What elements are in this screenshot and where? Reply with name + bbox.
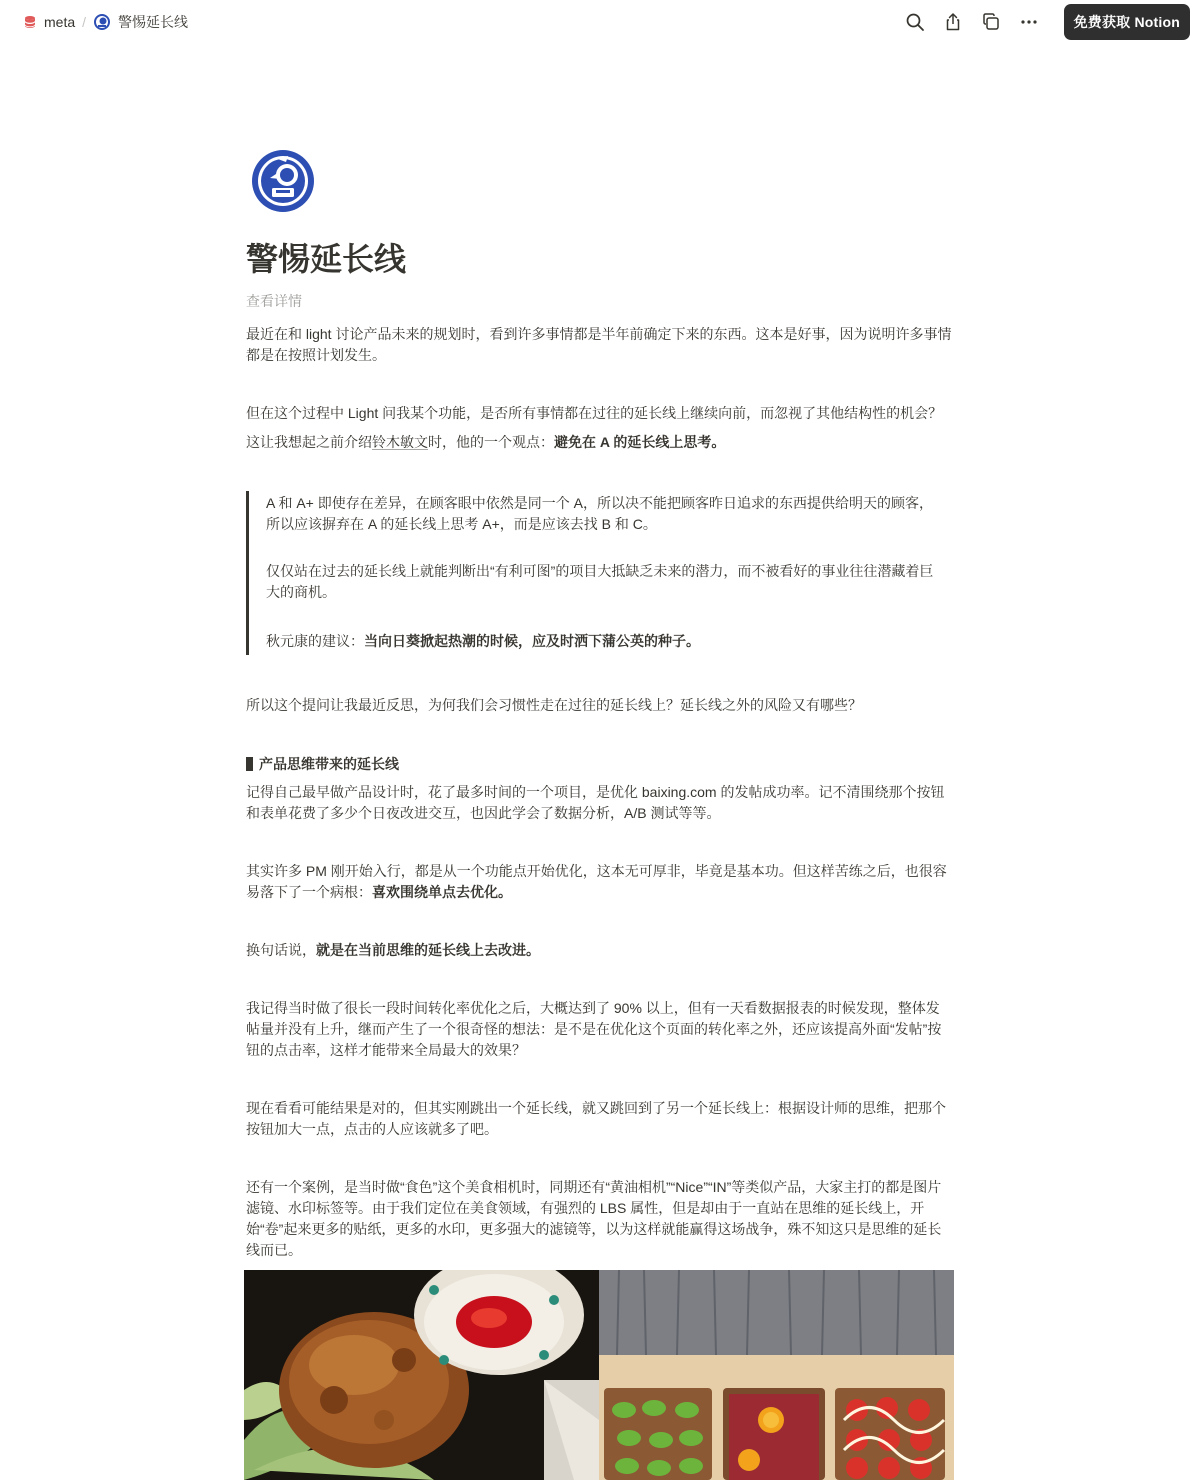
search-button[interactable]	[902, 9, 928, 35]
more-button[interactable]	[1016, 9, 1042, 35]
paragraph-7	[246, 940, 952, 961]
top-bar	[0, 0, 1200, 44]
text-span: 其实许多 PM 刚开始入行，都是从一个功能点开始优化，这本无可厚非，毕竟是基本功。但这样苦练之后，也很容易落下了一个病根：	[246, 863, 947, 900]
bold-text: 就是在当前思维的延长线上去改进。	[316, 942, 540, 958]
database-icon	[23, 15, 37, 29]
quote-block	[246, 491, 952, 655]
paragraph-10: 还有一个案例，是当时做“食色”这个美食相机时，同期还有“黄油相机”“Nice”“IN”等类似产品，大家主打的都是图片滤镜、水印标签等。由于我们定位在美食领域，有强烈的 LBS 属性，但是却由于一直站在思维的延长线上，开始“卷”起来更多的贴纸，更多的水印，更多强大的滤镜等，以为这样就能赢得这场战争，殊不知这只是思维的延长线而已。	[246, 1179, 942, 1258]
fried-cutlet-photo	[244, 1270, 599, 1480]
bold-text: 当向日葵掀起热潮的时候，应及时洒下蒲公英的种子。	[364, 633, 700, 649]
text-span: 这让我想起之前介绍	[246, 434, 372, 450]
paragraph-5: 记得自己最早做产品设计时，花了最多时间的一个项目，是优化 baixing.com 的发帖成功率。记不清围绕那个按钮和表单花费了多少个日夜改进交互，也因此学会了数据分析，A/B 测试等等。	[246, 784, 945, 821]
toolbar-actions	[902, 4, 1190, 40]
breadcrumb	[18, 9, 193, 35]
breadcrumb-label: meta	[44, 14, 76, 30]
paragraph-6	[246, 861, 952, 903]
quote-paragraph-1: A 和 A+ 即使存在差异，在顾客眼中依然是同一个 A，所以决不能把顾客昨日追求的东西提供给明天的顾客，所以应该摒弃在 A 的延长线上思考 A+，而是应该去找 B 和 C。	[266, 495, 933, 532]
page-emblem-icon	[93, 13, 111, 31]
paragraph-1: 最近在和 light 讨论产品未来的规划时，看到许多事情都是半年前确定下来的东西。这本是好事，因为说明许多事情都是在按照计划发生。	[246, 326, 952, 363]
more-icon	[1019, 12, 1039, 32]
toast-platter-photo	[599, 1270, 954, 1480]
breadcrumb-item-page[interactable]	[88, 9, 193, 35]
text-span: 秋元康的建议：	[266, 633, 364, 649]
breadcrumb-separator: /	[82, 14, 87, 30]
paragraph-8: 我记得当时做了很长一段时间转化率优化之后，大概达到了 90% 以上，但有一天看数据报表的时候发现，整体发帖量并没有上升，继而产生了一个很奇怪的想法：是不是在优化这个页面的转化率之外，还应该提高外面“发帖”按钮的点击率，这样才能带来全局最大的效果？	[246, 1000, 942, 1058]
breadcrumb-label: 警惕延长线	[118, 14, 189, 30]
heading-text: 产品思维带来的延长线	[259, 756, 399, 772]
breadcrumb-item-meta[interactable]	[18, 11, 80, 33]
paragraph-2: 但在这个过程中 Light 问我某个功能，是否所有事情都在过往的延长线上继续向前，而忽视了其他结构性的机会？	[246, 405, 943, 421]
text-span: 时，他的一个观点：	[428, 434, 554, 450]
view-details-link[interactable]: 查看详情	[246, 293, 302, 309]
page-header	[246, 148, 952, 311]
text-span: 换句话说，	[246, 942, 316, 958]
paragraph-9: 现在看看可能结果是对的，但其实刚跳出一个延长线，就又跳回到了另一个延长线上：根据设计师的思维，把那个按钮加大一点，点击的人应该就多了吧。	[246, 1100, 946, 1137]
share-icon	[943, 12, 963, 32]
bold-text: 避免在 A 的延长线上思考。	[554, 434, 726, 450]
page-emblem-icon	[250, 148, 316, 214]
paragraph-3	[246, 432, 952, 453]
duplicate-button[interactable]	[978, 9, 1004, 35]
search-icon	[905, 12, 925, 32]
share-button[interactable]	[940, 9, 966, 35]
quote-paragraph-3	[266, 631, 946, 652]
food-photo	[244, 1270, 954, 1480]
section-heading	[246, 754, 399, 774]
page-title: 警惕延长线	[246, 240, 407, 278]
quote-paragraph-2: 仅仅站在过去的延长线上就能判断出“有利可图”的项目大抵缺乏未来的潜力，而不被看好的事业往往潜藏着巨大的商机。	[266, 563, 934, 600]
heading-bar-marker	[246, 757, 253, 771]
paragraph-4: 所以这个提问让我最近反思，为何我们会习惯性走在过往的延长线上？延长线之外的风险又有哪些？	[246, 697, 862, 713]
duplicate-icon	[981, 12, 1001, 32]
bold-text: 喜欢围绕单点去优化。	[372, 884, 512, 900]
suzuki-toshifumi-link[interactable]: 铃木敏文	[372, 434, 428, 450]
get-notion-free-button[interactable]: 免费获取 Notion	[1064, 4, 1190, 40]
